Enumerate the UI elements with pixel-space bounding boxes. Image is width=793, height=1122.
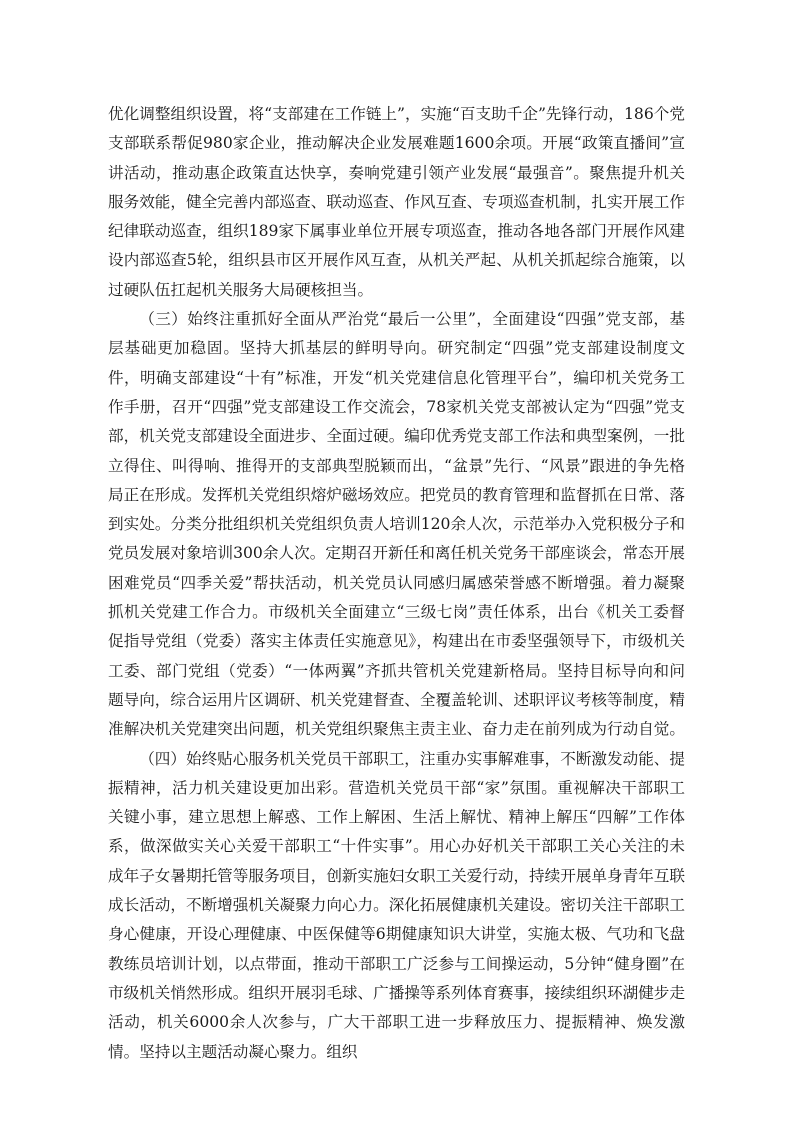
paragraph-continuation: 优化调整组织设置，将“支部建在工作链上”，实施“百支助千企”先锋行动，186个党支部联系帮促980家企业，推动解决企业发展难题1600余项。开展“政策直播间”宣讲活动，推动惠企政策直达快享，奏响党建引领产业发展“最强音”。聚焦提升机关服务效能，健全完善内部巡查、联动巡查、作风互查、专项巡查机制，扎实开展工作纪律联动巡查，组织189家下属事业单位开展专项巡查，推动各地各部门开展作风建设内部巡查5轮，组织县市区开展作风互查，从机关严起、从机关抓起综合施策，以过硬队伍扛起机关服务大局硬核担当。 [108, 105, 685, 299]
paragraph-section-four: （四）始终贴心服务机关党员干部职工，注重办实事解难事，不断激发动能、提振精神，活力机关建设更加出彩。营造机关党员干部“家”氛围。重视解决干部职工关键小事，建立思想上解惑、工作上解困、生活上解忧、精神上解压“四解”工作体系，做深做实关心关爱干部职工“十件实事”。用心办好机关干部职工关心关注的未成年子女暑期托管等服务项目，创新实施妇女职工关爱行动，持续开展单身青年互联成长活动，不断增强机关凝聚力向心力。深化拓展健康机关建设。密切关注干部职工身心健康，开设心理健康、中医保健等6期健康知识大讲堂，实施太极、气功和飞盘教练员培训计划，以点带面，推动干部职工广泛参与工间操运动，5分钟“健身圈”在市级机关悄然形成。组织开展羽毛球、广播操等系列体育赛事，接续组织环湖健步走活动，机关6000余人次参与，广大干部职工进一步释放压力、提振精神、焕发激情。坚持以主题活动凝心聚力。组织 [108, 749, 685, 1061]
document-body [108, 100, 685, 1067]
paragraph-section-three: （三）始终注重抓好全面从严治党“最后一公里”，全面建设“四强”党支部，基层基础更加稳固。坚持大抓基层的鲜明导向。研究制定“四强”党支部建设制度文件，明确支部建设“十有”标准，开发“机关党建信息化管理平台”，编印机关党务工作手册，召开“四强”党支部建设工作交流会，78家机关党支部被认定为“四强”党支部，机关党支部建设全面进步、全面过硬。编印优秀党支部工作法和典型案例，一批立得住、叫得响、推得开的支部典型脱颖而出，“盆景”先行、“风景”跟进的争先格局正在形成。发挥机关党组织熔炉磁场效应。把党员的教育管理和监督抓在日常、落到实处。分类分批组织机关党组织负责人培训120余人次，示范举办入党积极分子和党员发展对象培训300余人次。定期召开新任和离任机关党务干部座谈会，常态开展困难党员“四季关爱”帮扶活动，机关党员认同感归属感荣誉感不断增强。着力凝聚抓机关党建工作合力。市级机关全面建立“三级七岗”责任体系，出台《机关工委督促指导党组（党委）落实主体责任实施意见》，构建出在市委坚强领导下，市级机关工委、部门党组（党委）“一体两翼”齐抓共管机关党建新格局。坚持目标导向和问题导向，综合运用片区调研、机关党建督查、全覆盖轮训、述职评议考核等制度，精准解决机关党建突出问题，机关党组织聚焦主责主业、奋力走在前列成为行动自觉。 [108, 310, 685, 739]
